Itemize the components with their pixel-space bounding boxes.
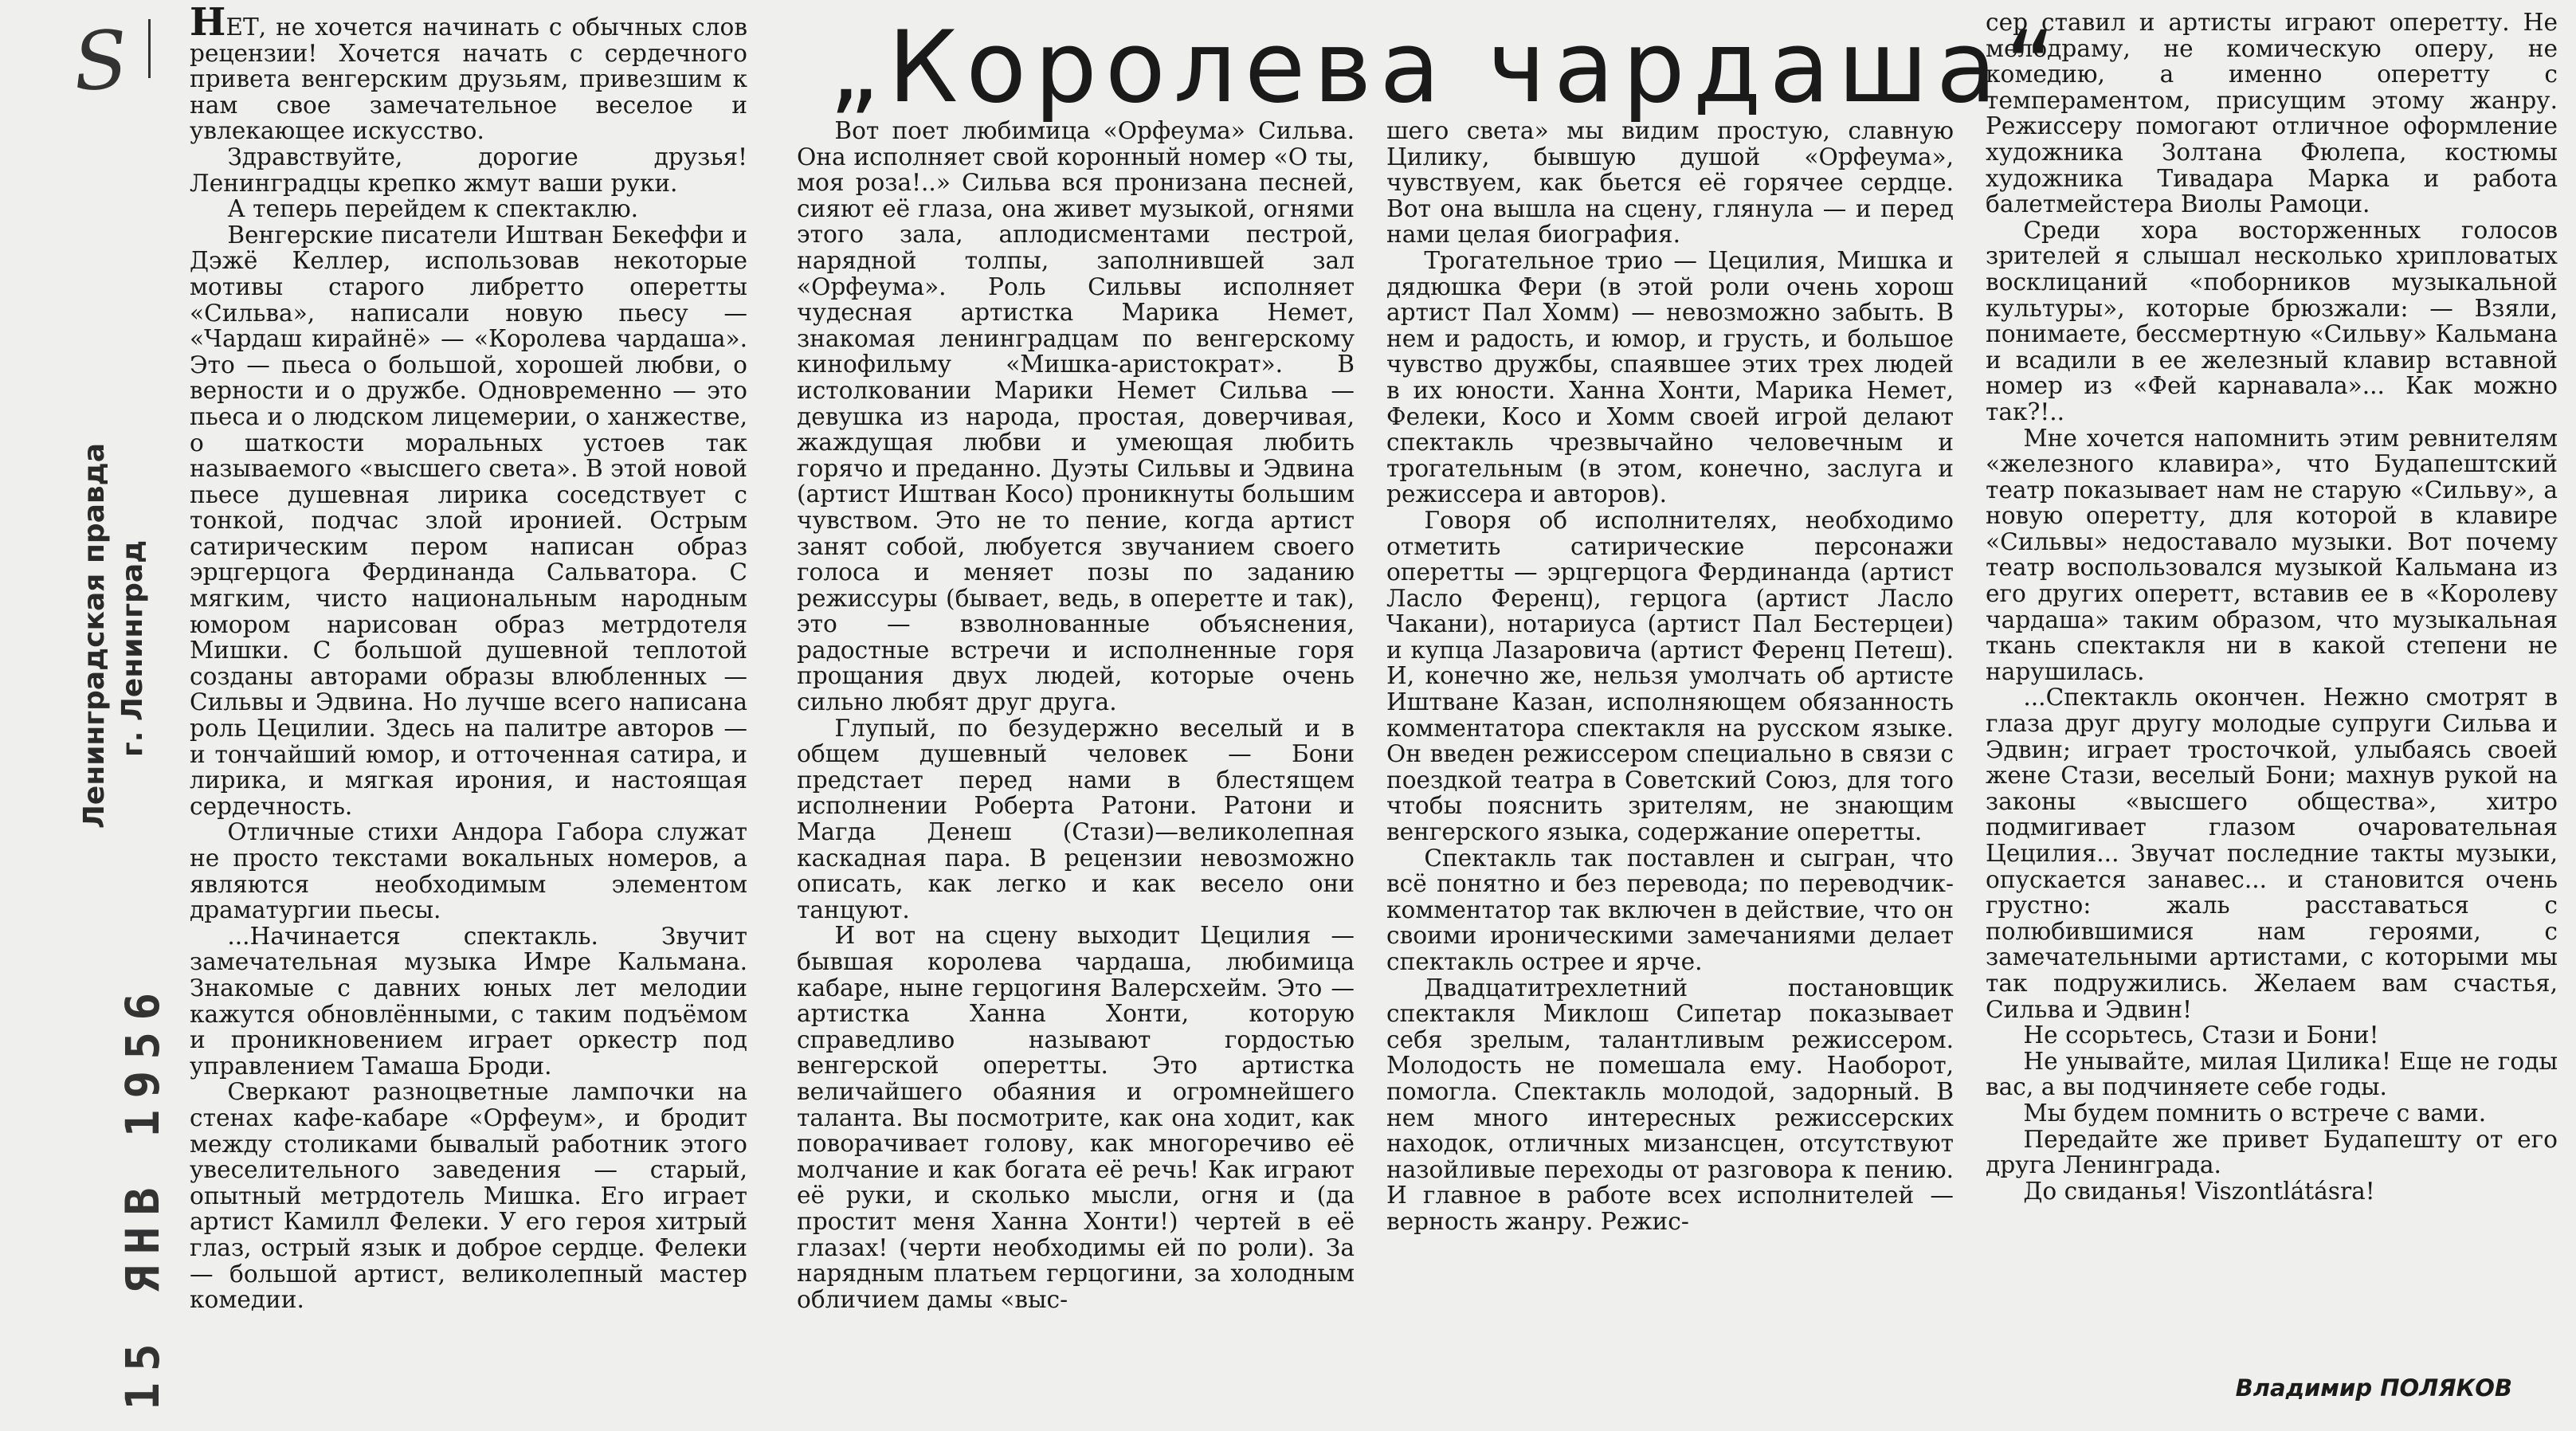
lead-paragraph (190, 0, 747, 145)
paragraph: Мне хочется напомнить этим ревнителям «железного клавира», что Будапештский театр показывает нам не старую «Сильву», а новую оперетту, для которой в клавире «Сильвы» недоставало музыки. Вот почему театр воспользовался музыкой Кальмана из его других оперетт, вставив ее в «Королеву чардаша» таким образом, что музыкальная ткань спектакля ни в какой степени не нарушилась. (1986, 424, 2558, 685)
paragraph: Глупый, по безудержно веселый и в общем душевный человек — Бони предстает перед нами в блестящем исполнении Роберта Ратони. Ратони и Магда Денеш (Стази)—великолепная каскадная пара. В рецензии невозможно описать, как легко и как весело они танцуют. (797, 714, 1355, 923)
paragraph: Говоря об исполнителях, необходимо отметить сатирические персонажи оперетты — эрцгерцога Фердинанда (артист Ласло Ференц), герцога (артист Ласло Чакани), нотариуса (артист Пал Бестерцеи) и купца Лазаровича (артист Ференц Петеш). И, конечно же, нельзя умолчать об артисте Иштване Казан, исполняющем обязанность комментатора спектакля на русском языке. Он введен режиссером специально в связи с поездкой театра в Советский Союз, для того чтобы пояснить зрителям, не знающим венгерского языка, содержание оперетты. (1386, 506, 1954, 846)
paragraph: А теперь перейдем к спектаклю. (227, 195, 639, 223)
handwritten-stroke (148, 19, 151, 78)
article-column-3 (1386, 118, 1954, 1235)
handwritten-mark: S (70, 12, 131, 110)
source-stamp (76, 443, 152, 829)
newspaper-city: г. Ленинград (116, 539, 149, 757)
paragraph: Венгерские писатели Иштван Бекеффи и Дэжё Келлер, использовав некоторые мотивы старого либретто оперетты «Сильва», написали новую пьесу — «Чардаш кирайнё» — «Королева чардаша». Это — пьеса о большой, хорошей любви, о верности и о дружбе. Одновременно — это пьеса и о людском лицемерии, о ханжестве, о шаткости моральных устоев так называемого «высшего света». В этой новой пьесе душевная лирика соседствует с тонкой, подчас злой иронией. Острым сатирическим пером написан образ эрцгерцога Фердинанда Сальватора. С мягким, чисто национальным народным юмором нарисован образ метрдотеля Мишки. С большой душевной теплотой созданы авторами образы влюбленных — Сильвы и Эдвина. Но лучше всего написана роль Цецилии. Здесь на палитре авторов — и тончайший юмор, и отточенная сатира, и лирика, и мягкая ирония, и настоящая сердечность. (190, 221, 747, 820)
article-column-2 (797, 118, 1355, 1312)
paragraph: Спектакль так поставлен и сыгран, что всё понятно и без перевода; по переводчик-комментатор так включен в действие, что он своими ироническими замечаниями делает спектакль острее и ярче. (1386, 844, 1954, 975)
newspaper-name: Ленинградская правда (78, 442, 111, 829)
date-stamp: 15 ЯНВ 1956 (116, 981, 170, 1410)
lead-text: ЕТ, не хочется начинать с обычных слов рецензии! Хочется начать с сердечного привета венгерским друзьям, привезшим к нам свое замечательное веселое и увлекающее искусство. (190, 14, 747, 145)
paragraph: сер ставил и артисты играют оперетту. Не мелодраму, не комическую оперу, не комедию, а именно оперетту с темпераментом, присущим этому жанру. Режиссеру помогают отличное оформление художника Золтана Фюлепа, костюмы художника Тивадара Марка и работа балетмейстера Виолы Рамоци. (1986, 9, 2558, 218)
paragraph: До свиданья! Viszontlátásra! (2023, 1177, 2375, 1205)
paragraph: И вот на сцену выходит Цецилия — бывшая королева чардаша, любимица кабаре, ныне герцогиня Валерсхейм. Это — артистка Ханна Хонти, которую справедливо называют гордостью венгерской оперетты. Это артистка величайшего обаяния и огромнейшего таланта. Вы посмотрите, как она ходит, как поворачивает голову, как многоречиво её молчание и как богата её речь! Как играют её руки, и сколько мысли, огня и (да простит меня Ханна Хонти!) чертей в её глазах! (черти необходимы ей по роли). За нарядным платьем герцогини, за холодным обличием дамы «выс- (797, 922, 1355, 1313)
paragraph: ...Спектакль окончен. Нежно смотрят в глаза друг другу молодые супруги Сильва и Эдвин; играет тросточкой, улыбаясь своей жене Стази, веселый Бони; махнув рукой на законы «высшего общества», хитро подмигивает глазом очаровательная Цецилия... Звучат последние такты музыки, опускается занавес... и становится очень грустно: жаль расставаться с полюбившимися нам героями, с замечательными артистами, с которыми мы так подружились. Желаем вам счастья, Сильва и Эдвин! (1986, 684, 2558, 1023)
paragraph: Здравствуйте, дорогие друзья! Ленинградцы крепко жмут ваши руки. (190, 143, 747, 197)
article-headline: „Королева чардаша“ (829, 10, 2064, 125)
paragraph: Двадцатитрехлетний постановщик спектакля Миклош Сипетар показывает себя зрелым, талантливым режиссером. Молодость не помешала ему. Наоборот, помогла. Спектакль молодой, задорный. В нем много интересных режиссерских находок, отличных мизансцен, отсутствуют назойливые переходы от разговора к пению. И главное в работе всех исполнителей — верность жанру. Режис- (1386, 974, 1954, 1235)
article-column-4 (1986, 10, 2558, 1204)
drop-cap: Н (190, 0, 226, 45)
paragraph: Вот поет любимица «Орфеума» Сильва. Она исполняет свой коронный номер «О ты, моя роза!..» Сильва вся пронизана песней, сияют её глаза, она живет музыкой, огнями этого зала, аплодисментами пестрой, нарядной толпы, заполнившей зал «Орфеума». Роль Сильвы исполняет чудесная артистка Марика Немет, знакомая ленинградцам по венгерскому кинофильму «Мишка-аристократ». В истолковании Марики Немет Сильва — девушка из народа, простая, доверчивая, жаждущая любви и умеющая любить горячо и преданно. Дуэты Сильвы и Эдвина (артист Иштван Косо) проникнуты большим чувством. Это не то пение, когда артист занят собой, любуется звучанием своего голоса и меняет позы по заданию режиссуры (бывает, ведь, в оперетте и так), это — взволнованные объяснения, радостные встречи и исполненные горя прощания двух людей, которые очень сильно любят друг друга. (797, 117, 1355, 716)
author-signature: Владимир ПОЛЯКОВ (2235, 1374, 2512, 1402)
paragraph: Отличные стихи Андора Габора служат не просто текстами вокальных номеров, а являются необходимым элементом драматургии пьесы. (190, 818, 747, 924)
paragraph: Мы будем помнить о встрече с вами. (2023, 1099, 2487, 1127)
paragraph: Передайте же привет Будапешту от его друга Ленинграда. (1986, 1125, 2558, 1179)
paragraph: Не ссорьтесь, Стази и Бони! (2023, 1021, 2379, 1049)
paragraph: Трогательное трио — Цецилия, Мишка и дядюшка Фери (в этой роли очень хорош артист Пал Хомм) — невозможно забыть. В нем и радость, и юмор, и грусть, и большое чувство дружбы, спаявшее этих трех людей в их юности. Ханна Хонти, Марика Немет, Фелеки, Косо и Хомм своей игрой делают спектакль чрезвычайно человечным и трогательным (в этом, конечно, заслуга и режиссера и авторов). (1386, 246, 1954, 508)
paragraph: Сверкают разноцветные лампочки на стенах кафе-кабаре «Орфеум», и бродит между столиками бывалый работник этого увеселительного заведения — старый, опытный метрдотель Мишка. Его играет артист Камилл Фелеки. У его героя хитрый глаз, острый язык и доброе сердце. Фелеки — большой артист, великолепный мастер комедии. (190, 1078, 747, 1314)
paragraph: Не унывайте, милая Цилика! Еще не годы вас, а вы подчиняете себе годы. (1986, 1047, 2558, 1101)
article-column-1 (190, 0, 747, 1314)
paragraph: Среди хора восторженных голосов зрителей я слышал несколько хрипловатых восклицаний «поборников музыкальной культуры», которые брюзжали: — Взяли, понимаете, бессмертную «Сильву» Кальмана и всадили в ее железный клавир вставной номер из «Фей карнавала»... Как можно так?!.. (1986, 216, 2558, 425)
paragraph: шего света» мы видим простую, славную Цилику, бывшую душой «Орфеума», чувствуем, как бьется её горячее сердце. Вот она вышла на сцену, глянула — и перед нами целая биография. (1386, 117, 1954, 249)
paragraph: ...Начинается спектакль. Звучит замечательная музыка Имре Кальмана. Знакомые с давних юных лет мелодии кажутся обновлёнными, с таким подъёмом и проникновением играет оркестр под управлением Тамаша Броди. (190, 922, 747, 1080)
